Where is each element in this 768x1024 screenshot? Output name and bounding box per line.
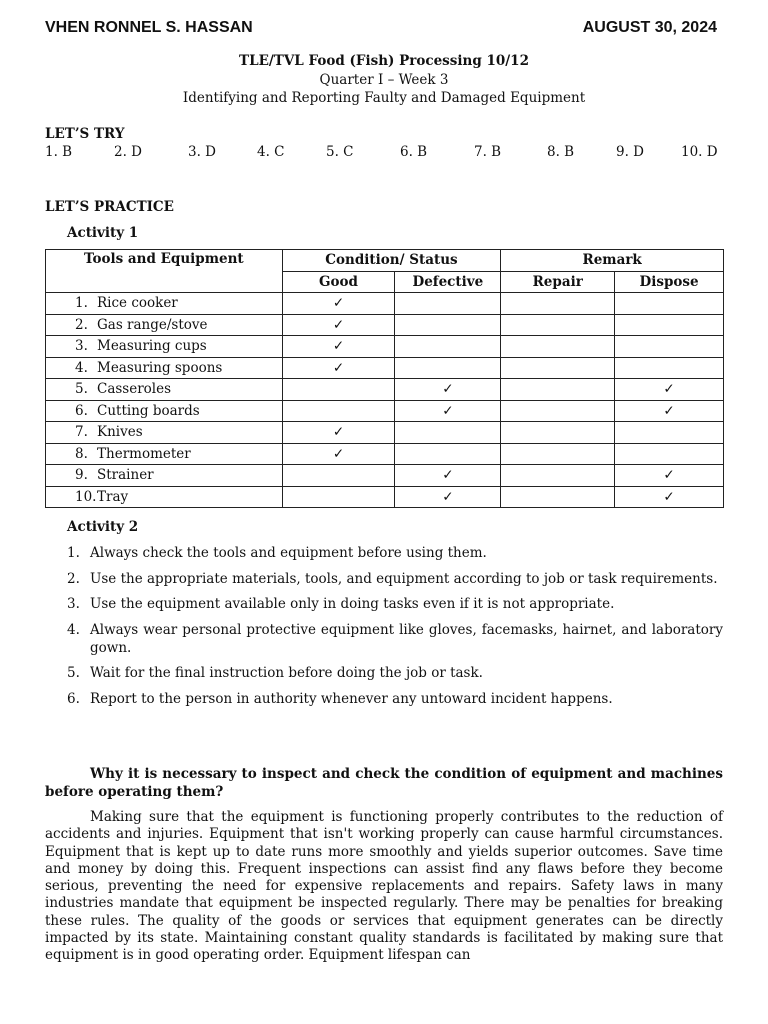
table-row [46,293,724,315]
check-cell-dispose [615,400,724,422]
equipment-table-body [46,293,724,508]
check-cell-good [282,357,395,379]
equipment-number: 10. [75,488,97,505]
essay-answer: Making sure that the equipment is functioning properly contributes to the reduction of accidents and injuries. Equipment that isn't working properly can cause harmful circumstances. Equipment that is kept up to date runs more smoothly and yields superior outcomes. Save time and money by doing this. Frequent inspections can assist find any flaws before they become serious, preventing the need for expensive replacements and repairs. Safety laws in many industries mandate that equipment be inspected regularly. There may be penalties for breaking these rules. The quality of the goods or services that equipment generates can be directly impacted by its state. Maintaining constant quality standards is facilitated by making sure that equipment is in good operating order. Equipment lifespan can [45,809,723,964]
check-cell-repair [501,314,615,336]
equipment-number: 8. [75,445,88,462]
equipment-name-cell [46,379,283,401]
equipment-name: Cutting boards [97,402,200,419]
check-cell-dispose [615,379,724,401]
list-item-number: 5. [67,665,80,681]
check-cell-dispose [615,443,724,465]
check-cell-dispose [615,465,724,487]
check-mark-icon: ✓ [332,338,345,355]
equipment-table [45,249,724,508]
check-cell-defective [395,486,501,508]
list-item [67,621,723,657]
check-cell-good [282,465,395,487]
table-row [46,357,724,379]
list-item-text: Always check the tools and equipment before using them. [90,545,487,561]
check-cell-repair [501,465,615,487]
list-item-number: 4. [67,621,80,638]
check-cell-repair [501,400,615,422]
check-mark-icon: ✓ [332,295,345,312]
check-cell-dispose [615,336,724,358]
equipment-name: Strainer [97,467,154,484]
check-cell-good [282,336,395,358]
list-item [67,570,723,588]
answer-item: 8. B [547,144,575,160]
answer-item: 6. B [400,144,428,160]
check-cell-dispose [615,293,724,315]
equipment-name-cell [46,336,283,358]
answer-item: 2. D [114,144,142,160]
check-cell-defective [395,422,501,444]
list-item-number: 6. [67,690,80,707]
col-remark-header: Remark [501,250,724,272]
check-cell-repair [501,293,615,315]
check-mark-icon: ✓ [663,402,675,419]
equipment-name: Tray [97,488,129,505]
check-cell-defective [395,400,501,422]
check-cell-good [282,400,395,422]
check-cell-repair [501,486,615,508]
list-item-text: Use the appropriate materials, tools, and equipment according to job or task requirements. [90,570,718,587]
check-cell-repair [501,336,615,358]
essay-question: Why it is necessary to inspect and check the condition of equipment and machines before operating them? [45,766,723,800]
list-item-number: 2. [67,570,80,587]
check-cell-repair [501,357,615,379]
col-dispose-header: Dispose [615,271,724,293]
equipment-number: 1. [75,295,88,312]
check-mark-icon: ✓ [332,316,345,333]
check-cell-good [282,443,395,465]
check-cell-defective [395,314,501,336]
col-tools-header: Tools and Equipment [46,250,283,293]
list-item-number: 1. [67,545,80,561]
table-row [46,465,724,487]
list-item-text: Use the equipment available only in doing tasks even if it is not appropriate. [90,596,615,612]
check-cell-dispose [615,357,724,379]
table-row [46,336,724,358]
equipment-number: 4. [75,359,88,376]
check-cell-defective [395,357,501,379]
quarter-week: Quarter I – Week 3 [319,71,449,88]
check-cell-dispose [615,422,724,444]
answer-item: 4. C [257,144,285,160]
list-item [67,690,723,708]
check-cell-dispose [615,314,724,336]
check-mark-icon: ✓ [332,445,345,462]
table-row [46,379,724,401]
equipment-name-cell [46,314,283,336]
equipment-name: Measuring cups [97,338,207,355]
equipment-number: 5. [75,381,88,398]
table-row [46,422,724,444]
check-cell-repair [501,422,615,444]
equipment-number: 2. [75,316,88,333]
equipment-name-cell [46,400,283,422]
list-item [67,544,723,562]
check-cell-good [282,422,395,444]
activity2-heading: Activity 2 [67,519,139,535]
activity1-heading: Activity 1 [67,225,139,241]
check-cell-defective [395,293,501,315]
subject-title: TLE/TVL Food (Fish) Processing 10/12 [239,53,529,69]
lets-try-heading: LET’S TRY [45,126,125,142]
check-cell-good [282,486,395,508]
check-mark-icon: ✓ [663,467,675,484]
check-cell-repair [501,379,615,401]
check-cell-defective [395,336,501,358]
answer-item: 9. D [616,144,644,160]
lets-try-answers [45,144,725,162]
check-mark-icon: ✓ [442,488,454,505]
title-block [0,52,768,108]
check-cell-dispose [615,486,724,508]
check-mark-icon: ✓ [442,467,454,484]
check-cell-defective [395,443,501,465]
equipment-name-cell [46,422,283,444]
col-good-header: Good [282,271,395,293]
equipment-number: 7. [75,424,88,441]
document-header [45,19,717,39]
table-row [46,400,724,422]
equipment-number: 9. [75,467,88,484]
list-item-text: Report to the person in authority whenever any untoward incident happens. [90,690,613,707]
student-name: VHEN RONNEL S. HASSAN [45,19,253,36]
check-cell-defective [395,379,501,401]
answer-item: 1. B [45,144,73,160]
lets-practice-heading: LET’S PRACTICE [45,199,174,215]
check-cell-good [282,314,395,336]
activity2-list [67,544,723,715]
table-row [46,443,724,465]
equipment-name-cell [46,486,283,508]
equipment-name: Measuring spoons [97,359,223,376]
table-row [46,314,724,336]
check-cell-good [282,293,395,315]
list-item-text: Wait for the final instruction before doing the job or task. [90,665,483,681]
check-mark-icon: ✓ [663,488,675,505]
equipment-name-cell [46,465,283,487]
check-mark-icon: ✓ [332,424,345,441]
answer-item: 3. D [188,144,216,160]
check-mark-icon: ✓ [663,381,675,398]
table-row [46,486,724,508]
col-condition-header: Condition/ Status [282,250,501,272]
check-cell-defective [395,465,501,487]
equipment-name-cell [46,357,283,379]
list-item [67,664,723,682]
document-date: AUGUST 30, 2024 [582,19,717,36]
list-item-text: Always wear personal protective equipment like gloves, facemasks, hairnet, and laboratory gown. [90,621,723,656]
topic-title: Identifying and Reporting Faulty and Damaged Equipment [182,90,586,106]
check-cell-good [282,379,395,401]
equipment-name: Gas range/stove [97,316,208,333]
list-item-number: 3. [67,596,80,612]
col-defective-header: Defective [395,271,501,293]
check-mark-icon: ✓ [332,359,345,376]
equipment-name-cell [46,293,283,315]
answer-item: 10. D [681,144,718,160]
col-repair-header: Repair [501,271,615,293]
equipment-name: Rice cooker [97,295,178,312]
check-cell-repair [501,443,615,465]
equipment-name: Thermometer [97,445,191,462]
check-mark-icon: ✓ [442,381,454,398]
equipment-number: 6. [75,402,88,419]
equipment-name: Casseroles [97,381,172,398]
answer-item: 5. C [326,144,354,160]
equipment-number: 3. [75,338,88,355]
check-mark-icon: ✓ [442,402,454,419]
equipment-name: Knives [97,424,143,441]
answer-item: 7. B [474,144,502,160]
list-item [67,595,723,613]
equipment-name-cell [46,443,283,465]
